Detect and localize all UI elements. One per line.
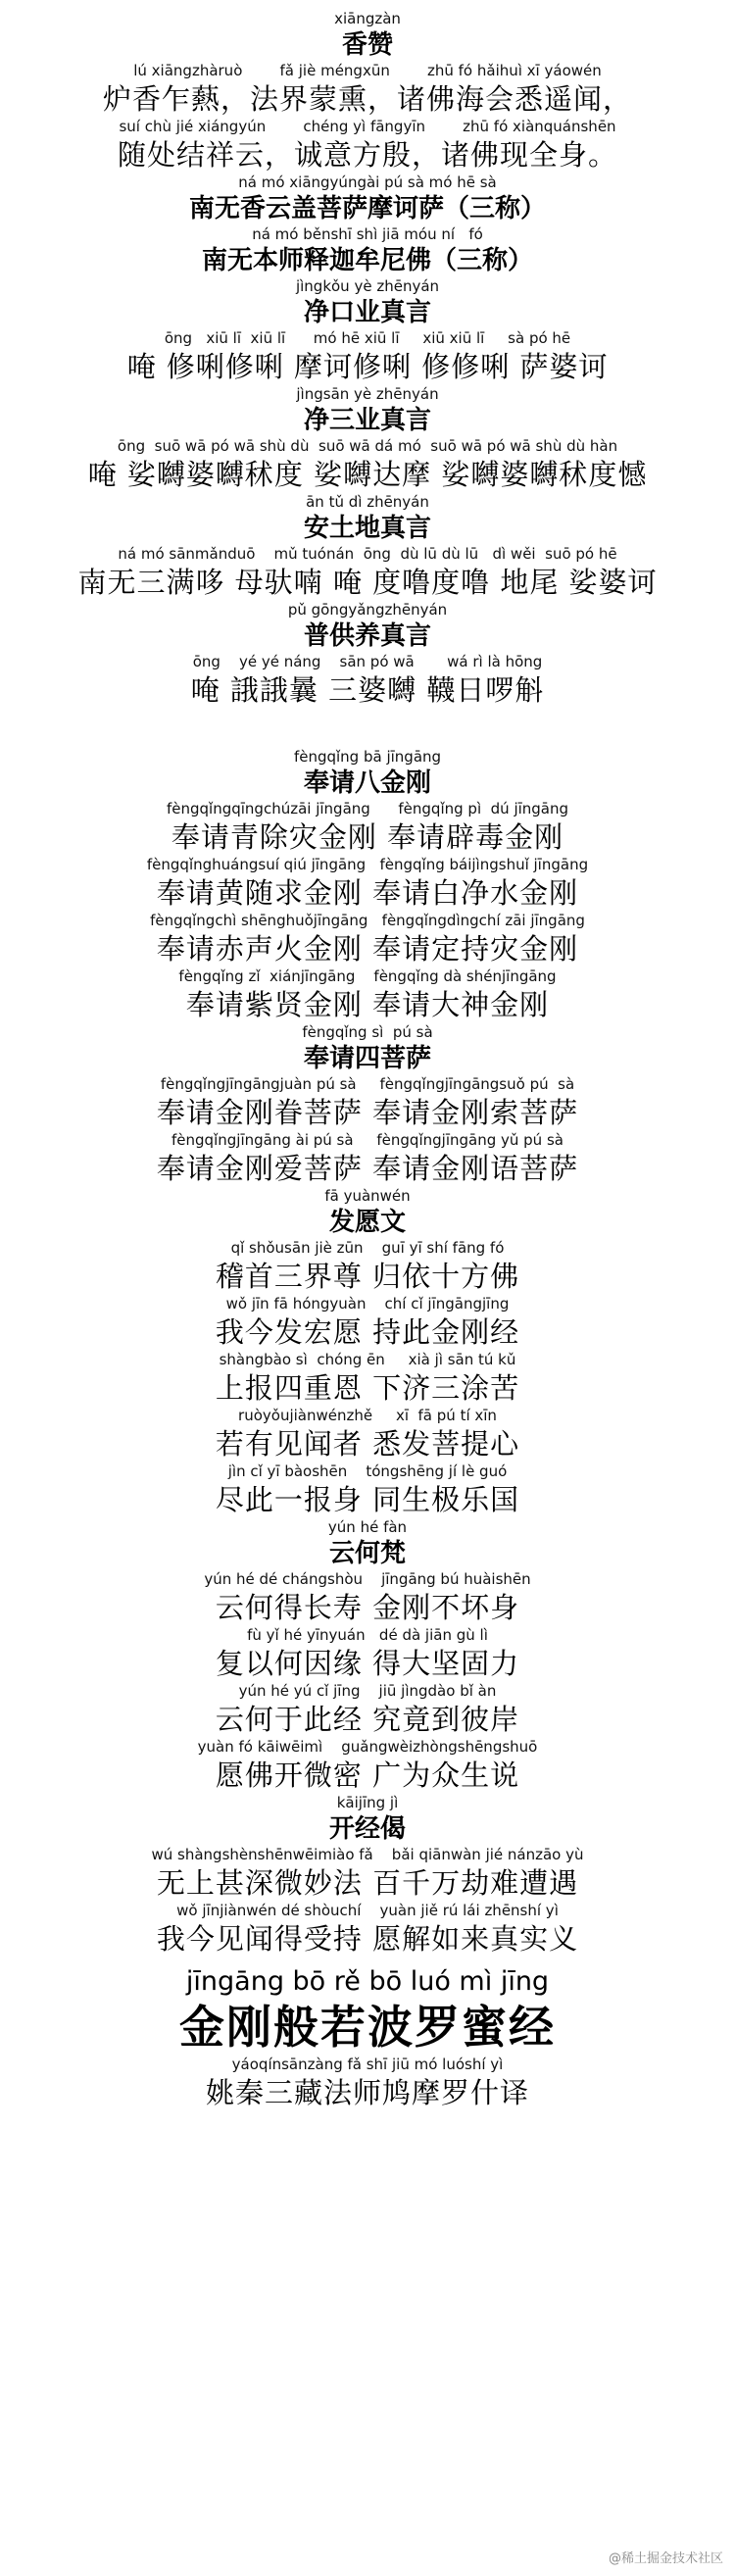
section-title: 香赞 (341, 30, 393, 60)
section-heading-block (0, 277, 735, 329)
pinyin-line: jīngāng bō rě bō luó mì jīng (185, 1966, 550, 1997)
pinyin-line: fèngqǐngqīngchúzāi jīngāng fèngqǐng pì dú jīngāng (166, 800, 569, 817)
verse-block (0, 653, 735, 709)
section-heading-block (0, 1794, 735, 1846)
verse-block (0, 545, 735, 601)
verse-line: 奉请金刚爱菩萨 奉请金刚语菩萨 (156, 1152, 579, 1185)
verse-line: 稽首三界尊 归依十方佛 (215, 1260, 520, 1293)
verse-line: 奉请赤声火金刚 奉请定持灾金刚 (156, 932, 579, 966)
verse-block (0, 1682, 735, 1738)
verse-line: 云何于此经 究竟到彼岸 (215, 1703, 520, 1736)
verse-block (0, 1295, 735, 1351)
verse-line: 唵 修唎修唎 摩诃修唎 修修唎 萨婆诃 (126, 350, 609, 383)
verse-block (0, 1462, 735, 1518)
pinyin-line: fèngqǐng zǐ xiánjīngāng fèngqǐng dà shénjīngāng (178, 967, 557, 985)
section-heading-block (0, 385, 735, 437)
section-title: 净三业真言 (303, 406, 431, 435)
pinyin-line: fèngqǐngjīngāng ài pú sà fèngqǐngjīngāng yǔ pú sà (172, 1131, 564, 1149)
verse-block (0, 1407, 735, 1462)
pinyin-line: yún hé dé chángshòu jīngāng bú huàishēn (204, 1570, 531, 1588)
verse-block (0, 1239, 735, 1295)
verse-line: 姚秦三藏法师鸠摩罗什译 (205, 2076, 529, 2109)
pinyin-line: jìngsān yè zhēnyán (296, 385, 439, 403)
verse-block (0, 437, 735, 493)
pinyin-line: fèngqǐng bā jīngāng (293, 748, 442, 766)
section-gap (0, 709, 735, 748)
verse-line: 南无三满哆 母驮喃 唵 度噜度噜 地尾 娑婆诃 (77, 566, 658, 599)
pinyin-line: ná mó běnshī shì jiā móu ní fó (252, 225, 483, 243)
verse-line: 随处结祥云，诚意方殷，诸佛现全身。 (117, 138, 617, 172)
pinyin-line: yuàn fó kāiwēimì guǎngwèizhòngshēngshuō (197, 1738, 538, 1756)
pinyin-line: shàngbào sì chóng ēn xià jì sān tú kǔ (219, 1351, 516, 1368)
sutra-title: 金刚般若波罗蜜经 (179, 2001, 556, 2054)
pinyin-line: wǒ jīnjiànwén dé shòuchí yuàn jiě rú lái zhēnshí yì (176, 1902, 559, 1919)
verse-block (0, 1351, 735, 1407)
verse-line: 愿佛开微密 广为众生说 (215, 1759, 520, 1792)
verse-block (0, 329, 735, 385)
section-title: 普供养真言 (303, 621, 431, 651)
pinyin-line: wǒ jīn fā hóngyuàn chí cǐ jīngāngjīng (225, 1295, 510, 1313)
section-heading-block (0, 748, 735, 800)
verse-line: 奉请金刚眷菩萨 奉请金刚索菩萨 (156, 1096, 579, 1129)
verse-line: 我今见闻得受持 愿解如来真实义 (156, 1922, 579, 1956)
verse-block (0, 1131, 735, 1187)
verse-line: 唵 娑嚩婆嚩秫度 娑嚩达摩 娑嚩婆嚩秫度憾 (87, 458, 648, 491)
verse-block (0, 912, 735, 967)
verse-block (0, 118, 735, 173)
verse-block (0, 1626, 735, 1682)
section-title: 开经偈 (328, 1814, 406, 1844)
section-heading-block (0, 225, 735, 277)
verse-line: 奉请紫贤金刚 奉请大神金刚 (185, 988, 550, 1021)
section-title: 云何梵 (328, 1539, 406, 1568)
section-heading-block (0, 493, 735, 545)
verse-block (0, 967, 735, 1023)
verse-line: 无上甚深微妙法 百千万劫难遭遇 (156, 1866, 579, 1900)
pinyin-line: ān tǔ dì zhēnyán (306, 493, 429, 511)
verse-line: 上报四重恩 下济三涂苦 (215, 1371, 520, 1405)
verse-line: 炉香乍爇，法界蒙熏，诸佛海会悉遥闻， (102, 82, 632, 116)
section-heading-block (0, 1518, 735, 1570)
verse-line: 尽此一报身 同生极乐国 (215, 1483, 520, 1516)
verse-line: 奉请黄随求金刚 奉请白净水金刚 (156, 876, 579, 910)
section-heading-block (0, 1187, 735, 1239)
pinyin-line: fèngqǐngchì shēnghuǒjīngāng fèngqǐngdìngchí zāi jīngāng (150, 912, 585, 929)
verse-line: 云何得长寿 金刚不坏身 (215, 1591, 520, 1624)
section-title: 发愿文 (328, 1208, 406, 1237)
verse-block (0, 856, 735, 912)
section-title: 南无本师释迦牟尼佛（三称） (201, 246, 533, 275)
pinyin-line: fā yuànwén (324, 1187, 411, 1205)
pinyin-line: wú shàngshènshēnwēimiào fǎ bǎi qiānwàn jié nánzāo yù (151, 1846, 584, 1863)
pinyin-line: fù yǐ hé yīnyuán dé dà jiān gù lì (247, 1626, 488, 1644)
pinyin-line: xiāngzàn (334, 10, 401, 27)
section-heading-block (0, 173, 735, 225)
pinyin-line: ōng yé yé náng sān pó wā wá rì là hōng (192, 653, 543, 670)
verse-block (0, 800, 735, 856)
pinyin-line: yún hé yú cǐ jīng jiū jìngdào bǐ àn (238, 1682, 497, 1700)
verse-line: 若有见闻者 悉发菩提心 (215, 1427, 520, 1461)
pinyin-line: ōng suō wā pó wā shù dù suō wā dá mó suō wā pó wā shù dù hàn (117, 437, 618, 455)
sutra-title-block (0, 1965, 735, 2056)
section-title: 净口业真言 (303, 298, 431, 327)
pinyin-line: yún hé fàn (327, 1518, 408, 1536)
pinyin-line: yáoqínsānzàng fǎ shī jiū mó luóshí yì (231, 2056, 504, 2073)
pinyin-line: pǔ gōngyǎngzhēnyán (287, 601, 448, 619)
verse-line: 复以何因缘 得大坚固力 (215, 1647, 520, 1680)
verse-block (0, 1570, 735, 1626)
section-title: 奉请八金刚 (303, 768, 431, 798)
verse-line: 我今发宏愿 持此金刚经 (215, 1315, 520, 1349)
verse-block (0, 62, 735, 118)
pinyin-line: ná mó sānmǎnduō mǔ tuónán ōng dù lū dù lū dì wěi suō pó hē (118, 545, 617, 563)
section-title: 南无香云盖菩萨摩诃萨（三称） (188, 194, 546, 223)
section-title: 安土地真言 (303, 514, 431, 543)
section-heading-block (0, 1023, 735, 1075)
verse-block (0, 1846, 735, 1902)
pinyin-line: lú xiāngzhàruò fǎ jiè méngxūn zhū fó hǎihuì xī yáowén (133, 62, 602, 79)
verse-line: 唵 誐誐曩 三婆嚩 韈日啰斛 (190, 673, 545, 707)
pinyin-line: ōng xiū lī xiū lī mó hē xiū lī xiū xiū lī sà pó hē (164, 329, 571, 347)
verse-line: 奉请青除灾金刚 奉请辟毒金刚 (171, 820, 564, 854)
pinyin-line: jìn cǐ yī bàoshēn tóngshēng jí lè guó (227, 1462, 508, 1480)
pinyin-line: ná mó xiāngyúngài pú sà mó hē sà (238, 173, 497, 191)
section-heading-block (0, 10, 735, 62)
pinyin-line: jìngkǒu yè zhēnyán (295, 277, 440, 295)
pinyin-line: ruòyǒujiànwénzhě xī fā pú tí xīn (238, 1407, 497, 1424)
verse-block (0, 2056, 735, 2111)
pinyin-line: fèngqǐnghuángsuí qiú jīngāng fèngqǐng báijìngshuǐ jīngāng (146, 856, 589, 873)
section-title: 奉请四菩萨 (303, 1044, 431, 1073)
verse-block (0, 1738, 735, 1794)
pinyin-line: kāijīng jì (336, 1794, 399, 1811)
pinyin-line: qǐ shǒusān jiè zūn guī yī shí fāng fó (230, 1239, 505, 1257)
pinyin-line: fèngqǐng sì pú sà (302, 1023, 433, 1041)
verse-block (0, 1075, 735, 1131)
pinyin-line: suí chù jié xiángyún chéng yì fāngyīn zhū fó xiànquánshēn (119, 118, 616, 135)
section-heading-block (0, 601, 735, 653)
watermark: @稀土掘金技术社区 (608, 2551, 723, 2566)
pinyin-line: fèngqǐngjīngāngjuàn pú sà fèngqǐngjīngāngsuǒ pú sà (160, 1075, 575, 1093)
verse-block (0, 1902, 735, 1957)
